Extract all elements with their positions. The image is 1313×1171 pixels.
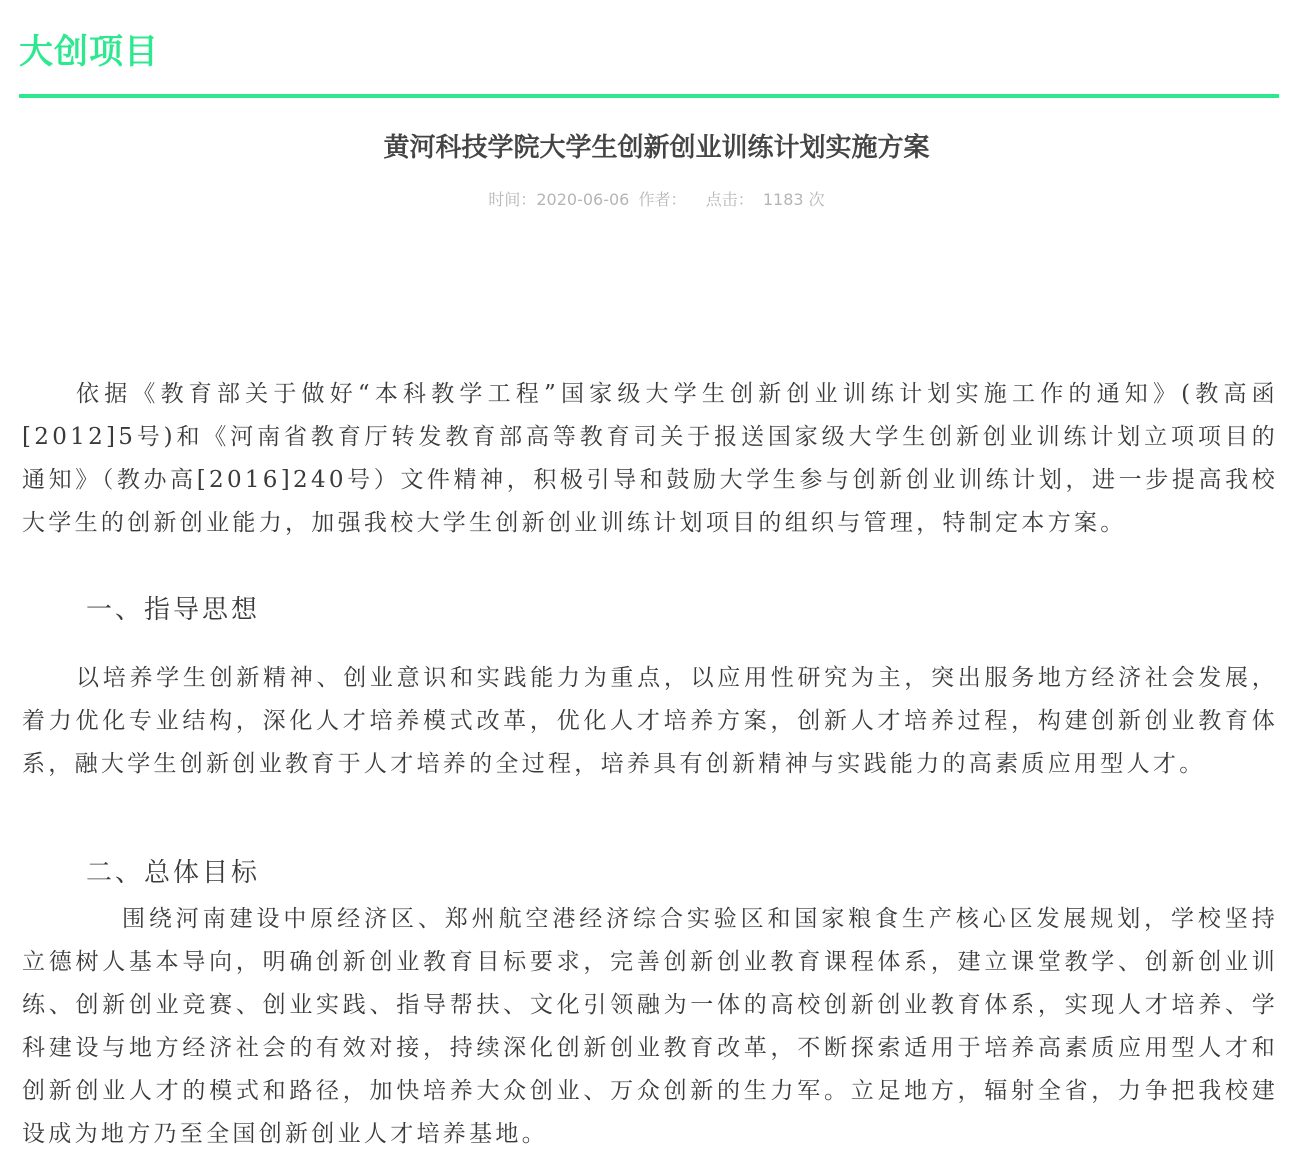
- heading-overall-goal: 二、总体目标: [86, 858, 261, 888]
- hits-label: 点击：: [705, 190, 754, 209]
- article-title: 黄河科技学院大学生创新创业训练计划实施方案: [383, 133, 930, 163]
- section-header: [19, 28, 1279, 98]
- author-label: 作者：: [638, 190, 687, 209]
- paragraph-guiding-ideology: 以培养学生创新精神、创业意识和实践能力为重点，以应用性研究为主，突出服务地方经济社会发展，着力优化专业结构，深化人才培养模式改革，优化人才培养方案，创新人才培养过程，构建创新创业教育体系，融大学生创新创业教育于人才培养的全过程，培养具有创新精神与实践能力的高素质应用型人才。: [22, 665, 1278, 777]
- publish-time: 时间：2020-06-06: [488, 190, 630, 209]
- section-title: 大创项目: [19, 32, 159, 72]
- article-meta: [0, 188, 1313, 212]
- paragraph-overall-goal: 围绕河南建设中原经济区、郑州航空港经济综合实验区和国家粮食生产核心区发展规划，学校坚持立德树人基本导向，明确创新创业教育目标要求，完善创新创业教育课程体系，建立课堂教学、创新创业训练、创新创业竞赛、创业实践、指导帮扶、文化引领融为一体的高校创新创业教育体系，实现人才培养、学科建设与地方经济社会的有效对接，持续深化创新创业教育改革，不断探索适用于培养高素质应用型人才和创新创业人才的模式和路径，加快培养大众创业、万众创新的生力军。立足地方，辐射全省，力争把我校建设成为地方乃至全国创新创业人才培养基地。: [22, 906, 1278, 1147]
- hits-count: 1183 次: [762, 190, 825, 209]
- heading-guiding-ideology: 一、指导思想: [86, 595, 261, 625]
- paragraph-basis: 依据《教育部关于做好“本科教学工程”国家级大学生创新创业训练计划实施工作的通知》(教高函[2012]5号)和《河南省教育厅转发教育部高等教育司关于报送国家级大学生创新创业训练计划立项项目的通知》（教办高[2016]240号）文件精神，积极引导和鼓励大学生参与创新创业训练计划，进一步提高我校大学生的创新创业能力，加强我校大学生创新创业训练计划项目的组织与管理，特制定本方案。: [22, 381, 1278, 536]
